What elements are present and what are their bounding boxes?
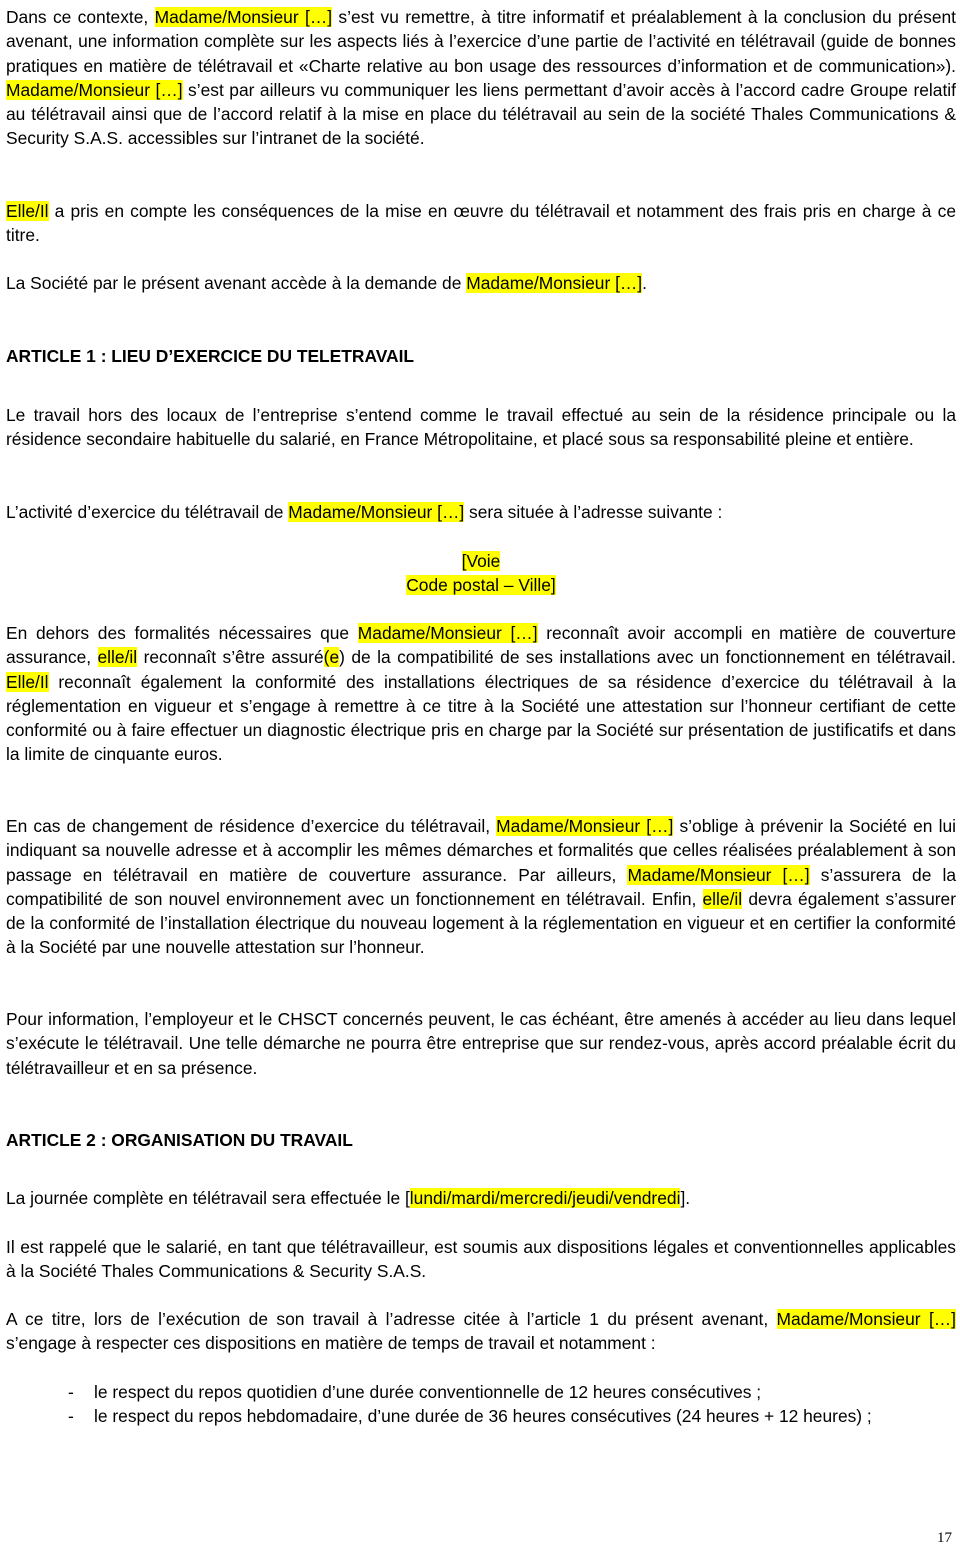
text-run: reconnaît s’être assuré — [137, 647, 324, 668]
text-run: En dehors des formalités nécessaires que — [6, 623, 358, 643]
text-run: s’assurera de la compatibilité de son nouvel environnement avec un fonctionnement en télétravail. Enfin, — [6, 864, 957, 909]
article-1-paragraph-5: Pour information, l’employeur et le CHSCT concernés peuvent, le cas échéant, être amenés à accéder au lieu dans lequel s’exécute le télétravail. Une telle démarche ne pourra être entreprise que sur rendez-vous, après accord préalable écrit du télétravailleur et en sa présence. — [6, 1009, 956, 1078]
article-1-paragraph-4 — [6, 814, 956, 960]
highlighted-placeholder: Elle/Il — [6, 201, 49, 221]
acceptance-paragraph — [6, 271, 956, 295]
highlighted-placeholder: Madame/Monsieur […] — [496, 816, 674, 836]
highlighted-placeholder: Madame/Monsieur […] — [357, 623, 538, 643]
article-1-paragraph-2 — [6, 500, 956, 524]
text-run: ]. — [680, 1188, 691, 1208]
text-run: sera située à l’adresse suivante : — [464, 502, 723, 522]
article-2-paragraph-2: Il est rappelé que le salarié, en tant que télétravailleur, est soumis aux dispositions légales et conventionnelles applicables à la Société Thales Communications & Security S.A.S. — [6, 1237, 956, 1282]
bullet-dash: - — [68, 1406, 74, 1426]
address-block — [6, 549, 956, 598]
text-run: En cas de changement de résidence d’exercice du télétravail, — [6, 816, 497, 836]
article-1-paragraph-3 — [6, 621, 956, 767]
text-run: A ce titre, lors de l’exécution de son travail à l’adresse citée à l’article 1 du présent avenant, — [6, 1309, 777, 1329]
text-run: devra également s’assurer de la conformité de l’installation électrique du nouveau logement à la réglementation en vigueur et en certifier la conformité à la Société par une nouvelle attestation sur l’honneur. — [6, 888, 956, 958]
address-line-2: Code postal – Ville] — [406, 575, 556, 596]
list-item — [68, 1380, 956, 1404]
bullet-dash: - — [68, 1382, 74, 1402]
text-run: reconnaît avoir accompli en matière de couverture assurance, — [6, 623, 956, 668]
text-run: La Société par le présent avenant accède à la demande de — [6, 273, 467, 293]
text-run: La journée complète en télétravail sera effectuée le [ — [6, 1188, 410, 1208]
highlighted-placeholder: Madame/Monsieur […] — [288, 502, 465, 522]
text-run: . — [642, 273, 647, 293]
highlighted-placeholder: (e — [323, 647, 340, 668]
text-run: reconnaît également la conformité des installations électriques de sa résidence d’exercice du télétravail à la réglementation en vigueur et s’engage à remettre à ce titre à la Société une attestation sur l’honneur certifiant de cette conformité ou à faire effectuer un diagnostic électrique pris en charge par la Société sur présentation de justificatifs et dans la limite de cinquante euros. — [6, 671, 956, 765]
highlighted-placeholder: Madame/Monsieur […] — [6, 79, 183, 100]
highlighted-placeholder: Madame/Monsieur […] — [776, 1309, 956, 1329]
intro-paragraph — [6, 5, 956, 151]
highlighted-placeholder: Elle/Il — [6, 671, 49, 692]
article-1-paragraph-1: Le travail hors des locaux de l’entreprise s’entend comme le travail effectué au sein de la résidence principale ou la résidence secondaire habituelle du salarié, en France Métropolitaine, et placé sous sa responsabilité pleine et entière. — [6, 405, 956, 450]
article-2-heading: ARTICLE 2 : ORGANISATION DU TRAVAIL — [6, 1130, 353, 1150]
address-line-1: [Voie — [461, 551, 501, 571]
highlighted-placeholder: elle/il — [702, 888, 743, 909]
text-run: ) de la compatibilité de ses installations avec un fonctionnement en télétravail. — [339, 647, 956, 668]
list-item-text: le respect du repos quotidien d’une durée conventionnelle de 12 heures consécutives ; — [94, 1382, 762, 1402]
text-run: s’engage à respecter ces dispositions en matière de temps de travail et notamment : — [6, 1333, 656, 1354]
list-item — [68, 1404, 956, 1428]
list-item-text: le respect du repos hebdomadaire, d’une durée de 36 heures consécutives (24 heures + 12 heures) ; — [94, 1406, 872, 1426]
consequences-paragraph — [6, 199, 956, 248]
text-run: s’oblige à prévenir la Société en lui indiquant sa nouvelle adresse et à accomplir les mêmes démarches et formalités que celles réalisées préalablement à son passage en télétravail en matière de couverture assurance. Par ailleurs, — [6, 816, 956, 885]
article-1-heading: ARTICLE 1 : LIEU D’EXERCICE DU TELETRAVAIL — [6, 346, 415, 366]
highlighted-placeholder: Madame/Monsieur […] — [627, 864, 810, 885]
highlighted-placeholder: Madame/Monsieur […] — [466, 273, 643, 293]
text-run: a pris en compte les conséquences de la mise en œuvre du télétravail et notamment des frais pris en charge à ce titre. — [6, 201, 956, 246]
text-run: L’activité d’exercice du télétravail de — [6, 502, 289, 522]
highlighted-placeholder: elle/il — [97, 647, 138, 668]
article-2-paragraph-1 — [6, 1186, 956, 1210]
text-run: Dans ce contexte, — [6, 7, 155, 27]
text-run: s’est par ailleurs vu communiquer les liens permettant d’avoir accès à l’accord cadre Groupe relatif au télétravail ainsi que de l’accord relatif à la mise en place du télétravail au sein de la société Thales Communications & Security S.A.S. accessibles sur l’intranet de la société. — [6, 79, 956, 149]
highlighted-placeholder: lundi/mardi/mercredi/jeudi/vendredi — [409, 1188, 681, 1208]
text-run: s’est vu remettre, à titre informatif et préalablement à la conclusion du présent avenant, une information complète sur les aspects liés à l’exercice d’une partie de l’activité en télétravail (guide de bonnes pratiques en matière de télétravail et «Charte relative au bon usage des ressources d’information et de communication»). — [6, 7, 956, 76]
article-2-paragraph-3 — [6, 1307, 956, 1356]
page-number: 17 — [937, 1530, 952, 1546]
highlighted-placeholder: Madame/Monsieur […] — [154, 7, 333, 27]
